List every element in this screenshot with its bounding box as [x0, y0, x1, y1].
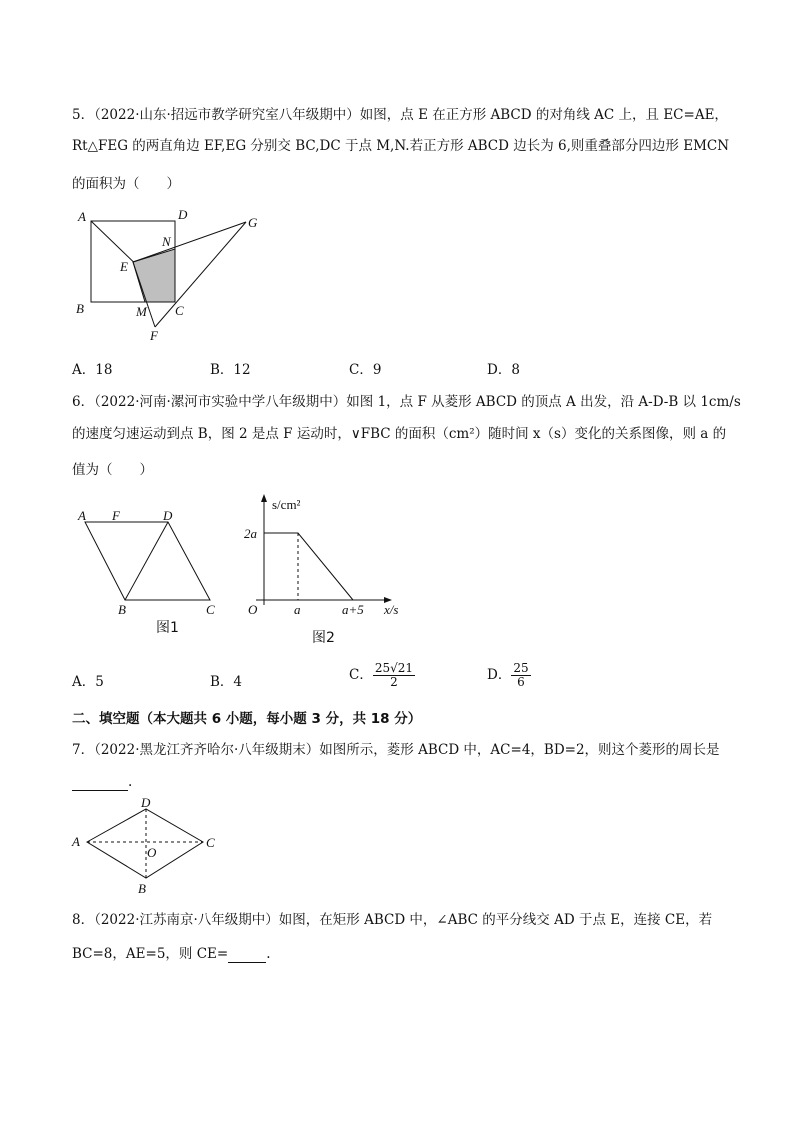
q7-stem-line1: 7．（2022·黑龙江齐齐哈尔·八年级期末）如图所示，菱形 ABCD 中，AC=4，BD=2，则这个菱形的周长是	[72, 742, 720, 758]
q6-choice-d[interactable]	[487, 662, 531, 689]
q6-choice-c-prefix: C．	[349, 667, 373, 683]
q5-choice-a[interactable]: A．18	[72, 362, 113, 378]
q5-label-c: C	[175, 303, 184, 318]
q6-fig1-label-b: B	[118, 602, 126, 617]
q7-label-a: A	[72, 834, 80, 849]
q6-fig2-xtick2: a+5	[342, 602, 364, 617]
q7-figure	[70, 795, 230, 900]
q5-stem-line1: 5．（2022·山东·招远市教学研究室八年级期中）如图，点 E 在正方形 ABCD 的对角线 AC 上，且 EC=AE，	[72, 107, 728, 123]
q5-label-n: N	[162, 234, 171, 249]
q6-fig2-xlabel: x/s	[384, 602, 399, 617]
q7-answer-blank[interactable]	[72, 774, 128, 791]
q6-fig1-label-a: A	[78, 508, 86, 523]
q6-choice-d-numerator: 25	[513, 661, 529, 675]
q6-fig1-label-f: F	[112, 508, 120, 523]
q5-label-m: M	[136, 304, 147, 319]
q5-stem-line3: 的面积为（ ）	[72, 176, 180, 192]
q6-fig2-ytick: 2a	[244, 526, 257, 541]
q6-choice-c-numerator: 25√21	[374, 661, 414, 675]
q8-stem-line2	[72, 942, 271, 963]
q7-stem-line2	[72, 774, 132, 791]
q6-fig1-label-d: D	[163, 508, 173, 523]
q5-choice-b[interactable]: B．12	[210, 362, 251, 378]
q6-stem-line2: 的速度匀速运动到点 B，图 2 是点 F 运动时，∨FBC 的面积（cm²）随时间 x（s）变化的关系图像，则 a 的	[72, 426, 727, 442]
q6-fig2-y-arrow	[261, 494, 267, 502]
q6-fig1-label-c: C	[206, 602, 215, 617]
q6-choice-d-prefix: D．	[487, 667, 512, 683]
q8-answer-blank[interactable]	[228, 946, 266, 963]
q5-label-b: B	[76, 301, 84, 316]
q6-fig2-origin: O	[248, 602, 258, 617]
q6-choice-d-denominator: 6	[517, 675, 525, 689]
q8-line2-start: BC=8，AE=5，则 CE=	[72, 946, 229, 962]
q5-label-d: D	[178, 207, 188, 222]
q5-stem-line2: Rt△FEG 的两直角边 EF,EG 分别交 BC,DC 于点 M,N.若正方形 ABCD 边长为 6,则重叠部分四边形 EMCN	[72, 138, 730, 154]
q7-label-c: C	[206, 835, 215, 850]
q5-choice-d[interactable]: D．8	[487, 362, 520, 378]
q6-stem-line3: 值为（ ）	[72, 462, 153, 478]
q6-choice-c-fraction	[373, 662, 415, 689]
q5-shaded-emcn	[133, 249, 175, 302]
q6-choice-c-denominator: 2	[390, 675, 398, 689]
section-title-fill-in: 二、填空题（本大题共 6 小题，每小题 3 分，共 18 分）	[72, 711, 422, 727]
q6-diagonal-db	[125, 522, 168, 600]
q5-label-a: A	[78, 209, 86, 224]
q7-label-o: O	[147, 845, 157, 860]
q5-label-e: E	[120, 259, 128, 274]
q6-fig2-ylabel: s/cm²	[272, 497, 301, 512]
q5-choice-c[interactable]: C．9	[349, 362, 382, 378]
q6-fig2-xtick1: a	[294, 602, 301, 617]
q6-fig2-graph	[264, 533, 353, 600]
q7-line2-end: .	[128, 774, 133, 790]
q6-figure2	[238, 490, 418, 650]
q7-label-b: B	[138, 881, 146, 896]
q6-fig2-caption: 图2	[312, 630, 335, 646]
q5-figure	[70, 205, 270, 350]
q5-label-g: G	[248, 215, 258, 230]
q6-fig1-caption: 图1	[156, 620, 179, 636]
q6-choice-d-fraction	[511, 662, 530, 689]
q6-stem-line1: 6．（2022·河南·漯河市实验中学八年级期中）如图 1，点 F 从菱形 ABCD 的顶点 A 出发，沿 A-D-B 以 1cm/s	[72, 394, 741, 410]
q5-label-f: F	[150, 328, 158, 343]
q8-line2-end: .	[266, 946, 271, 962]
q6-rhombus-abcd	[85, 522, 210, 600]
q6-choice-a[interactable]: A．5	[72, 674, 104, 690]
q6-choice-b[interactable]: B．4	[210, 674, 243, 690]
q6-figure1	[70, 500, 230, 645]
q7-rhombus-abcd	[87, 809, 203, 878]
q6-choice-c[interactable]	[349, 662, 415, 689]
q8-stem-line1: 8．（2022·江苏南京·八年级期中）如图，在矩形 ABCD 中，∠ABC 的平分线交 AD 于点 E，连接 CE，若	[72, 912, 713, 928]
q7-label-d: D	[141, 795, 151, 810]
